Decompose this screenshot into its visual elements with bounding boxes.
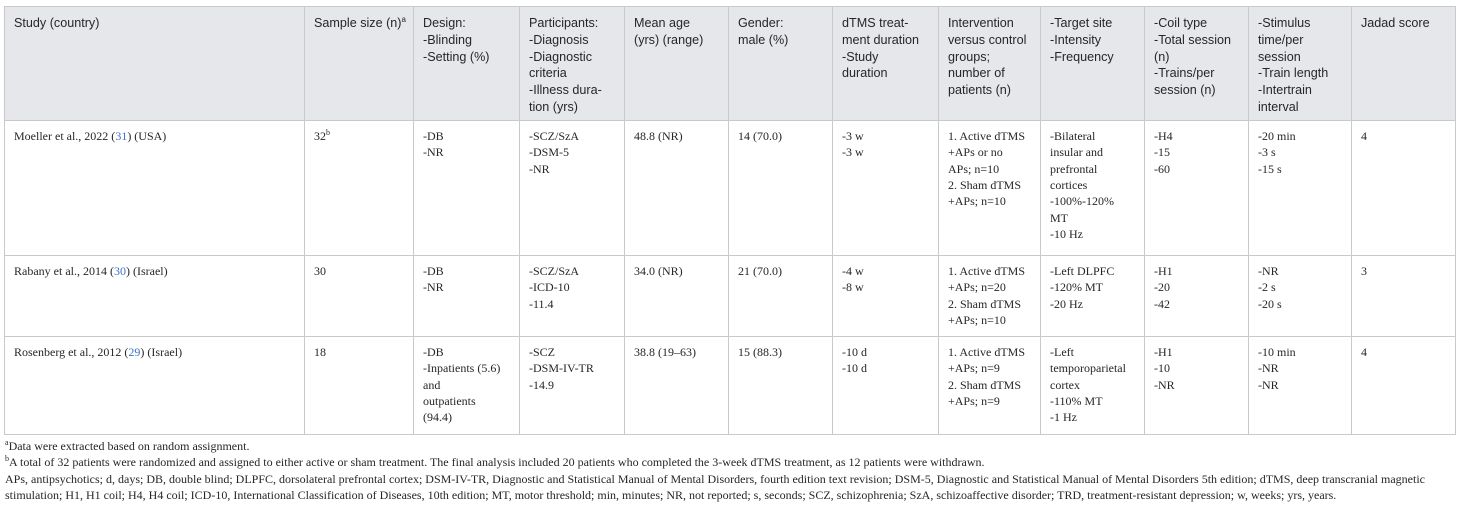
- column-header-line: -Blinding: [423, 32, 473, 47]
- cell-line: -100%-120%: [1050, 194, 1114, 209]
- footnote-marker: b: [326, 127, 330, 137]
- cell-line: -SCZ/SzA: [529, 263, 580, 278]
- column-header-line: -Intertrain: [1258, 83, 1312, 98]
- cell-line: -8 w: [842, 280, 864, 295]
- cell-line: 1. Active dTMS: [948, 344, 1025, 359]
- cell-line: -20 s: [1258, 296, 1282, 311]
- cell-line: prefrontal: [1050, 161, 1098, 176]
- reference-link[interactable]: 31: [115, 128, 128, 143]
- cell-line: -NR: [423, 280, 444, 295]
- cell-line: -H1: [1154, 344, 1173, 359]
- column-header-line: session: [1258, 49, 1301, 64]
- cell-line: temporoparietal: [1050, 361, 1126, 376]
- sample-size-value: 30: [314, 263, 326, 278]
- design-cell: [414, 336, 520, 434]
- age-cell: [625, 255, 729, 336]
- jadad-cell: [1352, 255, 1456, 336]
- column-header-line: dTMS treat-: [842, 16, 909, 30]
- cell-line: 3: [1361, 263, 1367, 278]
- cell-line: -ICD-10: [529, 280, 570, 295]
- cell-line: -15 s: [1258, 161, 1282, 176]
- stimulus-cell: [1249, 336, 1352, 434]
- cell-line: -20 min: [1258, 128, 1296, 143]
- footnote-marker: a: [5, 438, 9, 447]
- cell-line: -11.4: [529, 296, 554, 311]
- table-footnotes: [5, 438, 1455, 503]
- participants-cell: [520, 120, 625, 255]
- table-row: [5, 336, 1456, 434]
- age-cell: [625, 336, 729, 434]
- footnote-text: Data were extracted based on random assignment.: [8, 439, 250, 453]
- target-cell: [1041, 120, 1145, 255]
- column-header-line: male (%): [738, 32, 789, 47]
- participants-cell: [520, 255, 625, 336]
- age-cell: [625, 120, 729, 255]
- column-header-line: -Total session: [1154, 32, 1231, 47]
- cell-line: -2 s: [1258, 280, 1276, 295]
- cell-line: -10: [1154, 361, 1170, 376]
- column-header: [833, 7, 939, 121]
- column-header-line: Design:: [423, 16, 466, 30]
- footnote-text: APs, antipsychotics; d, days; DB, double blind; DLPFC, dorsolateral prefrontal cortex; DSM-IV-TR, Diagnostic and Statistical Manual of Mental Disorders, fourth edition text revision; DSM-5, Diagnostic and Statistical Manual of Mental Disorders 5th edition; dTMS, deep transcranial magnetic stimulation; H1, H1 coil; H4, H4 coil; ICD-10, International Classification of Diseases, 10th edition; MT, motor threshold; min, minutes; NR, not reported; s, seconds; SCZ, schizophrenia; SzA, schizoaffective disorder; TRD, treatment-resistant depression; w, weeks; yrs, years.: [5, 471, 1425, 502]
- cell-line: -DSM-5: [529, 145, 570, 160]
- cell-line: +APs or no: [948, 145, 1003, 160]
- column-header-text: Sample size (n): [314, 16, 402, 30]
- column-header: [1145, 7, 1249, 121]
- stimulus-cell: [1249, 120, 1352, 255]
- column-header-line: session (n): [1154, 83, 1216, 98]
- cell-line: 48.8 (NR): [634, 128, 683, 143]
- footnote-text: A total of 32 patients were randomized and assigned to either active or sham treatment. The final analysis included 20 patients who completed the 3-week dTMS treatment, as 12 patients were withdrawn.: [9, 455, 985, 470]
- cell-line: -NR: [1258, 377, 1279, 392]
- cell-line: 2. Sham dTMS: [948, 178, 1022, 192]
- column-header-line: number of: [948, 66, 1005, 81]
- duration-cell: [833, 336, 939, 434]
- cell-line: -Inpatients (5.6): [423, 361, 501, 376]
- table-row: [5, 120, 1456, 255]
- column-header-line: -Diagnosis: [529, 32, 589, 47]
- column-header: [520, 7, 625, 121]
- column-header-line: Gender:: [738, 16, 784, 30]
- cell-line: +APs; n=9: [948, 394, 1000, 408]
- column-header-line: time/per: [1258, 32, 1304, 47]
- footnote: [5, 438, 1455, 454]
- sample-size-value: 32: [314, 128, 326, 143]
- cell-line: APs; n=10: [948, 161, 1000, 176]
- sample-size-value: 18: [314, 344, 326, 359]
- study-cell: [5, 255, 305, 336]
- cell-line: 1. Active dTMS: [948, 263, 1025, 278]
- jadad-cell: [1352, 120, 1456, 255]
- footnote: [5, 454, 1455, 470]
- cell-line: -10 min: [1258, 344, 1296, 359]
- cell-line: -DSM-IV-TR: [529, 361, 594, 376]
- sample-size-cell: [305, 120, 414, 255]
- cell-line: -DB: [423, 263, 444, 278]
- column-header-line: criteria: [529, 66, 567, 81]
- column-header-line: -Illness dura-: [529, 83, 602, 98]
- cell-line: 38.8 (19–63): [634, 344, 696, 359]
- column-header: [939, 7, 1041, 121]
- design-cell: [414, 120, 520, 255]
- column-header-line: -Stimulus: [1258, 16, 1311, 30]
- study-country: ) (Israel): [125, 263, 168, 278]
- cell-line: +APs; n=20: [948, 280, 1006, 295]
- cell-line: -1 Hz: [1050, 410, 1077, 425]
- cell-line: -NR: [529, 161, 550, 176]
- footnote-marker: b: [5, 454, 9, 464]
- column-header-line: -Setting (%): [423, 49, 490, 64]
- cell-line: -20 Hz: [1050, 296, 1083, 311]
- study-name: Rabany et al., 2014 (: [14, 263, 114, 278]
- cell-line: 1. Active dTMS: [948, 128, 1025, 143]
- column-header-line: (yrs) (range): [634, 32, 704, 47]
- intervention-cell: [939, 255, 1041, 336]
- sample-size-cell: [305, 336, 414, 434]
- gender-cell: [729, 336, 833, 434]
- cell-line: -NR: [1154, 377, 1175, 392]
- coil-cell: [1145, 255, 1249, 336]
- cell-line: 34.0 (NR): [634, 263, 683, 278]
- column-header-line: [314, 15, 407, 32]
- cell-line: outpatients: [423, 394, 476, 408]
- cell-line: -120% MT: [1050, 280, 1103, 295]
- reference-link[interactable]: 29: [128, 344, 141, 359]
- cell-line: insular and: [1050, 145, 1103, 160]
- study-country: ) (Israel): [140, 344, 183, 359]
- cell-line: +APs; n=10: [948, 194, 1006, 209]
- cell-line: cortices: [1050, 178, 1088, 192]
- column-header-line: Jadad score: [1361, 16, 1430, 30]
- cell-line: -20: [1154, 280, 1170, 295]
- cell-line: -14.9: [529, 377, 554, 392]
- column-header-line: -Intensity: [1050, 32, 1102, 47]
- cell-line: -10 Hz: [1050, 227, 1083, 242]
- cell-line: -H1: [1154, 263, 1173, 278]
- column-header: [1041, 7, 1145, 121]
- cell-line: 15 (88.3): [738, 344, 782, 359]
- column-header: [414, 7, 520, 121]
- cell-line: -DB: [423, 128, 444, 143]
- cell-line: +APs; n=9: [948, 361, 1000, 376]
- column-header-line: ment duration: [842, 32, 920, 47]
- column-header-line: groups;: [948, 49, 991, 64]
- cell-line: -10 d: [842, 344, 867, 359]
- cell-line: -NR: [1258, 361, 1279, 376]
- header-row: [5, 7, 1456, 121]
- column-header: [1249, 7, 1352, 121]
- column-header: [305, 7, 414, 121]
- duration-cell: [833, 255, 939, 336]
- study-country: ) (USA): [127, 128, 167, 143]
- column-header-line: duration: [842, 66, 888, 81]
- coil-cell: [1145, 120, 1249, 255]
- cell-line: +APs; n=10: [948, 313, 1006, 327]
- cell-line: -DB: [423, 344, 444, 359]
- column-header: [729, 7, 833, 121]
- column-header-line: -Target site: [1050, 16, 1113, 30]
- column-header-line: Intervention: [948, 16, 1014, 30]
- coil-cell: [1145, 336, 1249, 434]
- cell-line: 4: [1361, 344, 1367, 359]
- cell-line: -42: [1154, 296, 1170, 311]
- target-cell: [1041, 255, 1145, 336]
- cell-line: -NR: [1258, 263, 1279, 278]
- cell-line: 4: [1361, 128, 1367, 143]
- column-header-line: -Diagnostic: [529, 49, 592, 64]
- cell-line: -Bilateral: [1050, 128, 1096, 143]
- cell-line: -4 w: [842, 263, 864, 278]
- table-body: [5, 120, 1456, 434]
- column-header-line: Study (country): [14, 16, 100, 30]
- column-header: [1352, 7, 1456, 121]
- column-header-line: -Coil type: [1154, 16, 1208, 30]
- footnote-marker: a: [401, 14, 406, 24]
- cell-line: (94.4): [423, 410, 452, 425]
- column-header-line: -Frequency: [1050, 49, 1114, 64]
- cell-line: -15: [1154, 145, 1170, 160]
- column-header-line: tion (yrs): [529, 99, 578, 114]
- column-header-line: Participants:: [529, 16, 599, 30]
- cell-line: -60: [1154, 161, 1170, 176]
- cell-line: cortex: [1050, 377, 1080, 392]
- jadad-cell: [1352, 336, 1456, 434]
- column-header-line: interval: [1258, 99, 1299, 114]
- cell-line: -3 s: [1258, 145, 1276, 160]
- duration-cell: [833, 120, 939, 255]
- target-cell: [1041, 336, 1145, 434]
- column-header-line: -Study: [842, 49, 879, 64]
- column-header-line: -Trains/per: [1154, 66, 1215, 81]
- table-row: [5, 255, 1456, 336]
- gender-cell: [729, 255, 833, 336]
- column-header-line: Mean age: [634, 16, 691, 30]
- cell-line: -10 d: [842, 361, 867, 376]
- reference-link[interactable]: 30: [113, 263, 126, 278]
- participants-cell: [520, 336, 625, 434]
- column-header: [625, 7, 729, 121]
- cell-line: 2. Sham dTMS: [948, 377, 1022, 392]
- study-characteristics-table: [4, 6, 1456, 435]
- cell-line: -H4: [1154, 128, 1173, 143]
- column-header: [5, 7, 305, 121]
- cell-line: MT: [1050, 210, 1068, 225]
- footnote: [5, 471, 1455, 504]
- cell-line: 21 (70.0): [738, 263, 782, 278]
- cell-line: -110% MT: [1050, 394, 1103, 408]
- cell-line: -3 w: [842, 145, 864, 160]
- intervention-cell: [939, 336, 1041, 434]
- study-name: Moeller et al., 2022 (: [14, 128, 116, 143]
- cell-line: -SCZ/SzA: [529, 128, 580, 143]
- sample-size-cell: [305, 255, 414, 336]
- cell-line: 14 (70.0): [738, 128, 782, 143]
- cell-line: and: [423, 377, 441, 392]
- intervention-cell: [939, 120, 1041, 255]
- cell-line: -NR: [423, 145, 444, 160]
- cell-line: 2. Sham dTMS: [948, 296, 1022, 311]
- cell-line: -Left DLPFC: [1050, 263, 1115, 278]
- cell-line: -3 w: [842, 128, 864, 143]
- column-header-line: (n): [1154, 49, 1170, 64]
- stimulus-cell: [1249, 255, 1352, 336]
- column-header-line: patients (n): [948, 83, 1011, 98]
- gender-cell: [729, 120, 833, 255]
- cell-line: -SCZ: [529, 344, 556, 359]
- cell-line: -Left: [1050, 344, 1074, 359]
- study-name: Rosenberg et al., 2012 (: [14, 344, 129, 359]
- column-header-line: versus control: [948, 32, 1027, 47]
- study-cell: [5, 336, 305, 434]
- column-header-line: -Train length: [1258, 66, 1329, 81]
- study-cell: [5, 120, 305, 255]
- design-cell: [414, 255, 520, 336]
